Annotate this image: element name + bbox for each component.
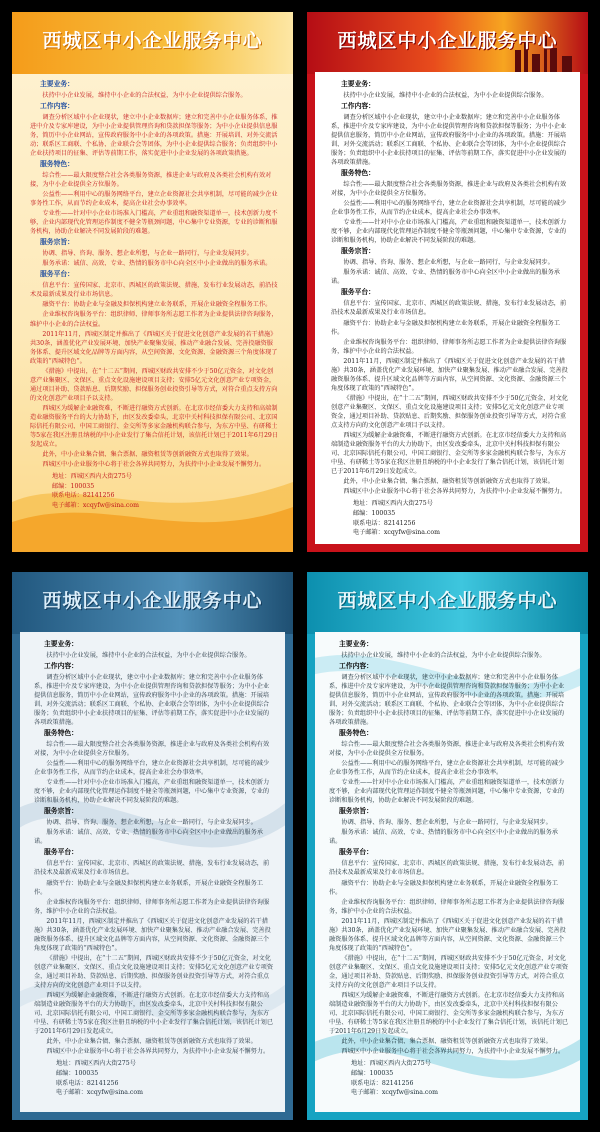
main-business-text: 扶持中小企业发展，维持中小企业的合法权益，为中小企业提供综合服务。 xyxy=(42,91,247,99)
contact-phone: 联系电话：82141256 xyxy=(351,1079,414,1087)
service-tenet-text: 协调、指导、咨询、服务、想企业所想，与企业一路同行，与企业发展同步。 xyxy=(341,819,552,827)
poster-steel-blue xyxy=(12,572,293,1120)
service-commitment-text: 服务承诺：诚信、高效、专业、热情的服务市中心向全区中小企业做出的服务承诺。 xyxy=(42,260,272,268)
heading-service-tenet: 服务宗旨： xyxy=(44,807,78,816)
poster-teal xyxy=(307,572,588,1120)
feature-public-welfare: 公益性——利用中心的服务网络平台，建立企业资源社会共享机制，尽可能的减少企业事务性工作，从而节约企业成本，提高企业社会办事效率。 xyxy=(34,760,270,777)
contact-block xyxy=(329,1059,570,1097)
feature-comprehensive: 综合性——最大限度整合社会各类服务资源，推进企业与政府及各类社会机构有效对接，为中小企业提供全方位服务。 xyxy=(34,741,270,758)
platform-policy-2011: 2011年11月，西城区制定并推出了《西城区关于促进文化创意产业发展的若干措施》共30条，涵盖优化产业发展环境、加快产业聚集发展、推动产业融合发展、完善投融资服务体系、提升区域文化品牌等方面内容，从空间资源、文化资源、金融资源三个角度体现了政策的“西城特色”。 xyxy=(34,917,271,952)
platform-legal: 企业维权咨询服务平台：组织律师、律师事务所志愿工作者为企业提供法律咨询服务，维护中小企业的合法权益。 xyxy=(329,898,565,915)
platform-policy-2011: 2011年11月，西城区制定并推出了《西城区关于促进文化创意产业发展的若干措施》共30条，涵盖优化产业发展环境、加快产业聚集发展、推动产业融合发展、完善投融资服务体系、提升区域文化品牌等方面内容，从空间资源、文化资源、金融资源三个角度体现了政策的“西城特色”。 xyxy=(30,330,278,365)
platform-bonds: 此外，中小企业集合债、集合票据、融资租赁等创新融资方式也取得了效果。 xyxy=(46,1038,257,1046)
platform-closing: 西城区中小企业服务中心将于社会各界共同努力，为扶持中小企业发展不懈努力。 xyxy=(343,488,567,496)
poster-text xyxy=(331,78,570,538)
platform-info: 信息平台：宣传国家、北京市、西城区的政策法规、措施，发布行业发展动态，前沿技术及最新成果及行业市场信息。 xyxy=(331,300,567,317)
platform-legal: 企业维权咨询服务平台：组织律师、律师事务所志愿工作者为企业提供法律咨询服务，维护中小企业的合法权益。 xyxy=(331,338,567,355)
contact-postcode: 邮编：100035 xyxy=(52,482,95,490)
main-business-text: 扶持中小企业发展，维持中小企业的合法权益，为中小企业提供综合服务。 xyxy=(343,91,548,99)
contact-postcode: 邮编：100035 xyxy=(353,510,396,517)
contact-phone: 联系电话：82141256 xyxy=(52,492,115,500)
heading-main-business: 主要业务： xyxy=(339,640,373,648)
heading-service-platform: 服务平台： xyxy=(40,270,74,279)
contact-email: 电子邮箱：xcqyfw@sina.com xyxy=(56,1089,143,1097)
heading-main-business: 主要业务： xyxy=(44,640,78,648)
contact-address: 地址：西城区西内大街275号 xyxy=(351,1060,431,1068)
service-commitment-text: 服务承诺：诚信、高效、专业、热情的服务市中心向全区中小企业做出的服务承诺。 xyxy=(331,269,560,286)
contact-email: 电子邮箱：xcqyfw@sina.com xyxy=(52,502,139,510)
platform-finance: 融资平台：协助企业与金融及担保机构建立业务联系，开展企业融资全程服务工作。 xyxy=(42,301,272,309)
platform-measures: 《措施》中提出，在“十二五”期间，西城区财政共安排不少于50亿元资金，对文化创意产业集聚区、文保区、重点文化设施建设项目支持；安排5亿元文化创意产业专项资金，通过项目补助、贷款贴息、后期奖励、担保服务创业投资引导等方式，对符合重点支持方向的文化创意产业项目予以支持。 xyxy=(331,394,568,430)
platform-bonds: 此外，中小企业集合债、集合票据、融资租赁等创新融资方式也取得了效果。 xyxy=(343,478,554,486)
service-commitment-text: 服务承诺：诚信、高效、专业、热情的服务市中心向全区中小企业做出的服务承诺。 xyxy=(329,829,558,846)
heading-service-platform: 服务平台： xyxy=(44,848,78,857)
poster-text xyxy=(34,638,275,1098)
heading-service-features: 服务特色： xyxy=(40,160,74,169)
feature-comprehensive: 综合性——最大限度整合社会各类服务资源，推进企业与政府及各类社会机构有效对接，为中小企业提供全方位服务。 xyxy=(329,741,565,758)
poster-title: 西城区中小企业服务中心 xyxy=(42,30,263,52)
poster-text xyxy=(30,78,279,511)
contact-postcode: 邮编：100035 xyxy=(56,1070,99,1077)
heading-work-content: 工作内容： xyxy=(339,661,373,670)
feature-public-welfare: 公益性——利用中心的服务网络平台，建立企业资源社会共享机制，尽可能的减少企业事务性工作，从而节约企业成本，提高企业社会办事效率。 xyxy=(329,760,565,777)
heading-service-features: 服务特色： xyxy=(341,169,375,178)
poster-orange xyxy=(12,12,293,552)
contact-block xyxy=(30,472,279,510)
contact-address: 地址：西城区西内大街275号 xyxy=(56,1060,136,1068)
work-content-text: 调查分析区域中小企业现状，建立中小企业数据库；建立和完善中小企业服务体系，推进中介及专家库建设，为中小企业提供管理咨询和贷款担保等服务；为中小企业提供信息服务，简历中小企业网站，宣传政府服务中小企业的各项政策。措施：开展培训、对外交流活动；联系区工商联、个私协、企业联合会等团体，为中小企业提供综合服务；负责组织中小企业扶持项目的征集、评估等前期工作，落实促进中小企业发展的各项政策措施。 xyxy=(329,673,565,727)
platform-financing-innovation: 西城区为缓解企业融资难，不断进行融资方式创新。在北京市经信委大力支持和高端制造业融资服务平台的大力协助下，由区发改委牵头，北京中关村科技担保有限公司、北京国际信托有限公司、中国工商银行、金交所等多家金融机构联合参与，为东方中垦、有研稀土等5家在我区注册且纳税的中小企业发行了集合信托计划，该信托计划已于2011年6月29日发起成立。 xyxy=(329,992,569,1036)
service-commitment-text: 服务承诺：诚信、高效、专业、热情的服务市中心向全区中小企业做出的服务承诺。 xyxy=(34,829,263,846)
platform-info: 信息平台：宣传国家、北京市、西城区的政策法规、措施，发布行业发展动态，前沿技术及最新成果及行业市场信息。 xyxy=(30,282,278,299)
platform-financing-innovation: 西城区为缓解企业融资难，不断进行融资方式创新。在北京市经信委大力支持和高端制造业融资服务平台的大力协助下，由区发改委牵头，北京中关村科技担保有限公司、北京国际信托有限公司、中国工商银行、金交所等多家金融机构联合参与，为东方中垦、有研稀土等5家在我区注册且纳税的中小企业发行了集合信托计划，该信托计划已于2011年6月29日发起成立。 xyxy=(331,432,567,476)
heading-service-tenet: 服务宗旨： xyxy=(341,247,375,256)
feature-public-welfare: 公益性——利用中心的服务网络平台，建立企业资源社会共享机制，尽可能的减少企业事务性工作，从而节约企业成本，提高企业社会办事效率。 xyxy=(30,191,278,208)
contact-address: 地址：西城区西内大街275号 xyxy=(52,473,132,481)
heading-service-platform: 服务平台： xyxy=(339,848,373,857)
work-content-text: 调查分析区域中小企业现状，建立中小企业数据库；建立和完善中小企业服务体系，推进中介及专家库建设，为中小企业提供管理咨询和贷款担保等服务；为中小企业提供信息服务，简历中小企业网站，宣传政府服务中小企业的各项政策。措施：开展培训、对外交流活动；联系区工商联、个私协、企业联合会等团体，为中小企业提供综合服务；负责组织中小企业扶持项目的征集、评估等前期工作，落实促进中小企业发展的各项政策措施。 xyxy=(331,113,567,167)
contact-email: 电子邮箱：xcqyfw@sina.com xyxy=(353,529,440,537)
heading-service-platform: 服务平台： xyxy=(341,288,375,297)
heading-work-content: 工作内容： xyxy=(44,661,78,670)
platform-closing: 西城区中小企业服务中心将于社会各界共同努力，为扶持中小企业发展不懈努力。 xyxy=(42,461,266,469)
heading-work-content: 工作内容： xyxy=(341,101,375,110)
feature-comprehensive: 综合性——最大限度整合社会各类服务资源，推进企业与政府及各类社会机构有效对接，为中小企业提供全方位服务。 xyxy=(331,181,567,198)
platform-measures: 《措施》中提出，在“十二五”期间，西城区财政共安排不少于50亿元资金，对文化创意产业集聚区、文保区、重点文化设施建设项目支持；安排5亿元文化创意产业专项资金，通过项目补助、贷款贴息、后期奖励、担保服务创业投资引导等方式，对符合重点支持方向的文化创意产业项目予以支持。 xyxy=(34,954,274,990)
platform-policy-2011: 2011年11月，西城区制定并推出了《西城区关于促进文化创意产业发展的若干措施》共30条，涵盖优化产业发展环境、加快产业聚集发展、推动产业融合发展、完善投融资服务体系、提升区域文化品牌等方面内容，从空间资源、文化资源、金融资源三个角度体现了政策的“西城特色”。 xyxy=(331,357,568,392)
poster-text xyxy=(329,638,570,1098)
feature-professional: 专业性——针对中小企业市场准入门槛高，产业重组和融资渠道单一，技术创新力度不够，企业内部现代化管理运作制度不健全等瓶颈问题，中心集中专业资源，专业的诊断和服务机构，协助企业解决不同发展阶段的难题。 xyxy=(30,210,278,236)
feature-public-welfare: 公益性——利用中心的服务网络平台，建立企业资源社会共享机制，尽可能的减少企业事务性工作，从而节约企业成本，提高企业社会办事效率。 xyxy=(331,200,567,217)
heading-service-tenet: 服务宗旨： xyxy=(40,238,74,247)
platform-info: 信息平台：宣传国家、北京市、西城区的政策法规、措施，发布行业发展动态，前沿技术及最新成果及行业市场信息。 xyxy=(34,860,270,877)
main-business-text: 扶持中小企业发展，维持中小企业的合法权益，为中小企业提供综合服务。 xyxy=(341,651,546,659)
heading-service-features: 服务特色： xyxy=(339,729,373,738)
platform-finance: 融资平台：协助企业与金融及担保机构建立业务联系，开展企业融资全程服务工作。 xyxy=(331,319,560,336)
platform-finance: 融资平台：协助企业与金融及担保机构建立业务联系，开展企业融资全程服务工作。 xyxy=(34,879,263,896)
platform-closing: 西城区中小企业服务中心将于社会各界共同努力，为扶持中小企业发展不懈努力。 xyxy=(46,1048,270,1056)
feature-professional: 专业性——针对中小企业市场准入门槛高，产业重组和融资渠道单一，技术创新力度不够，企业内部现代化管理运作制度不健全等瓶颈问题，中心集中专业资源，专业的诊断和服务机构，协助企业解决不同发展阶段的难题。 xyxy=(331,219,567,245)
contact-email: 电子邮箱：xcqyfw@sina.com xyxy=(351,1089,438,1097)
poster-title: 西城区中小企业服务中心 xyxy=(337,30,558,52)
poster-red xyxy=(307,12,588,552)
contact-phone: 联系电话：82141256 xyxy=(56,1079,119,1087)
feature-professional: 专业性——针对中小企业市场准入门槛高，产业重组和融资渠道单一，技术创新力度不够，企业内部现代化管理运作制度不健全等瓶颈问题，中心集中专业资源，专业的诊断和服务机构，协助企业解决不同发展阶段的难题。 xyxy=(34,779,270,805)
work-content-text: 调查分析区域中小企业现状，建立中小企业数据库；建立和完善中小企业服务体系，推进中介及专家库建设，为中小企业提供管理咨询和贷款担保等服务；为中小企业提供信息服务，简历中小企业网站，宣传政府服务中小企业的各项政策。措施：开展培训、对外交流活动；联系区工商联、个私协、企业联合会等团体，为中小企业提供综合服务；负责组织中小企业扶持项目的征集、评估等前期工作，落实促进中小企业发展的各项政策措施。 xyxy=(34,673,270,727)
platform-bonds: 此外，中小企业集合债、集合票据、融资租赁等创新融资方式也取得了效果。 xyxy=(341,1038,552,1046)
heading-main-business: 主要业务： xyxy=(40,80,74,88)
contact-block xyxy=(331,499,570,537)
heading-service-tenet: 服务宗旨： xyxy=(339,807,373,816)
platform-bonds: 此外，中小企业集合债、集合票据、融资租赁等创新融资方式也取得了效果。 xyxy=(42,451,253,459)
contact-block xyxy=(34,1059,275,1097)
poster-title: 西城区中小企业服务中心 xyxy=(337,590,558,612)
main-business-text: 扶持中小企业发展，维持中小企业的合法权益，为中小企业提供综合服务。 xyxy=(46,651,251,659)
platform-financing-innovation: 西城区为缓解企业融资难，不断进行融资方式创新。在北京市经信委大力支持和高端制造业融资服务平台的大力协助下，由区发改委牵头，北京中关村科技担保有限公司、北京国际信托有限公司、中国工商银行、金交所等多家金融机构联合参与，为东方中垦、有研稀土等5家在我区注册且纳税的中小企业发行了集合信托计划，该信托计划已于2011年6月29日发起成立。 xyxy=(34,992,274,1036)
platform-legal: 企业维权咨询服务平台：组织律师、律师事务所志愿工作者为企业提供法律咨询服务，维护中小企业的合法权益。 xyxy=(34,898,270,915)
platform-measures: 《措施》中提出，在“十二五”期间，西城区财政共安排不少于50亿元资金，对文化创意产业集聚区、文保区、重点文化设施建设项目支持；安排5亿元文化创意产业专项资金，通过项目补助、贷款贴息、后期奖励、担保服务创业投资引导等方式，对符合重点支持方向的文化创意产业项目予以支持。 xyxy=(30,367,278,402)
heading-main-business: 主要业务： xyxy=(341,80,375,88)
contact-address: 地址：西城区西内大街275号 xyxy=(353,500,433,508)
contact-phone: 联系电话：82141256 xyxy=(353,519,416,527)
contact-postcode: 邮编：100035 xyxy=(351,1070,394,1077)
platform-financing-innovation: 西城区为缓解企业融资难，不断进行融资方式创新。在北京市经信委大力支持和高端制造业融资服务平台的大力协助下，由区发改委牵头，北京中关村科技担保有限公司、北京国际信托有限公司、中国工商银行、金交所等多家金融机构联合参与，为东方中垦、有研稀土等5家在我区注册且纳税的中小企业发行了集合信托计划，该信托计划已于2011年6月29日发起成立。 xyxy=(30,404,279,449)
feature-professional: 专业性——针对中小企业市场准入门槛高，产业重组和融资渠道单一，技术创新力度不够，企业内部现代化管理运作制度不健全等瓶颈问题，中心集中专业资源，专业的诊断和服务机构，协助企业解决不同发展阶段的难题。 xyxy=(329,779,565,805)
platform-measures: 《措施》中提出，在“十二五”期间，西城区财政共安排不少于50亿元资金，对文化创意产业集聚区、文保区、重点文化设施建设项目支持；安排5亿元文化创意产业专项资金，通过项目补助、贷款贴息、后期奖励、担保服务创业投资引导等方式，对符合重点支持方向的文化创意产业项目予以支持。 xyxy=(329,954,569,990)
platform-closing: 西城区中小企业服务中心将于社会各界共同努力，为扶持中小企业发展不懈努力。 xyxy=(341,1048,565,1056)
platform-legal: 企业维权咨询服务平台：组织律师、律师事务所志愿工作者为企业提供法律咨询服务，维护中小企业的合法权益。 xyxy=(30,311,278,328)
work-content-text: 调查分析区域中小企业现状，建立中小企业数据库；建立和完善中小企业服务体系，推进中介及专家库建设，为中小企业提供管理咨询和贷款担保等服务；为中小企业提供信息服务，简历中小企业网站，宣传政府服务中小企业的各项政策。措施：开展培训、对外交流活动；联系区工商联、个私协、企业联合会等团体，为中小企业提供综合服务；负责组织中小企业扶持项目的征集、评估等前期工作，落实促进中小企业发展的各项政策措施。 xyxy=(30,113,278,158)
feature-comprehensive: 综合性——最大限度整合社会各类服务资源，推进企业与政府及各类社会机构有效对接，为中小企业提供全方位服务。 xyxy=(30,172,272,189)
heading-service-features: 服务特色： xyxy=(44,729,78,738)
service-tenet-text: 协调、指导、咨询、服务、想企业所想，与企业一路同行，与企业发展同步。 xyxy=(343,259,554,267)
service-tenet-text: 协调、指导、咨询、服务、想企业所想，与企业一路同行，与企业发展同步。 xyxy=(42,250,253,258)
platform-info: 信息平台：宣传国家、北京市、西城区的政策法规、措施，发布行业发展动态，前沿技术及最新成果及行业市场信息。 xyxy=(329,860,565,877)
platform-finance: 融资平台：协助企业与金融及担保机构建立业务联系，开展企业融资全程服务工作。 xyxy=(329,879,558,896)
service-tenet-text: 协调、指导、咨询、服务、想企业所想，与企业一路同行，与企业发展同步。 xyxy=(46,819,257,827)
heading-work-content: 工作内容： xyxy=(40,101,74,110)
poster-title: 西城区中小企业服务中心 xyxy=(42,590,263,612)
platform-policy-2011: 2011年11月，西城区制定并推出了《西城区关于促进文化创意产业发展的若干措施》共30条，涵盖优化产业发展环境、加快产业聚集发展、推动产业融合发展、完善投融资服务体系、提升区域文化品牌等方面内容，从空间资源、文化资源、金融资源三个角度体现了政策的“西城特色”。 xyxy=(329,917,566,952)
